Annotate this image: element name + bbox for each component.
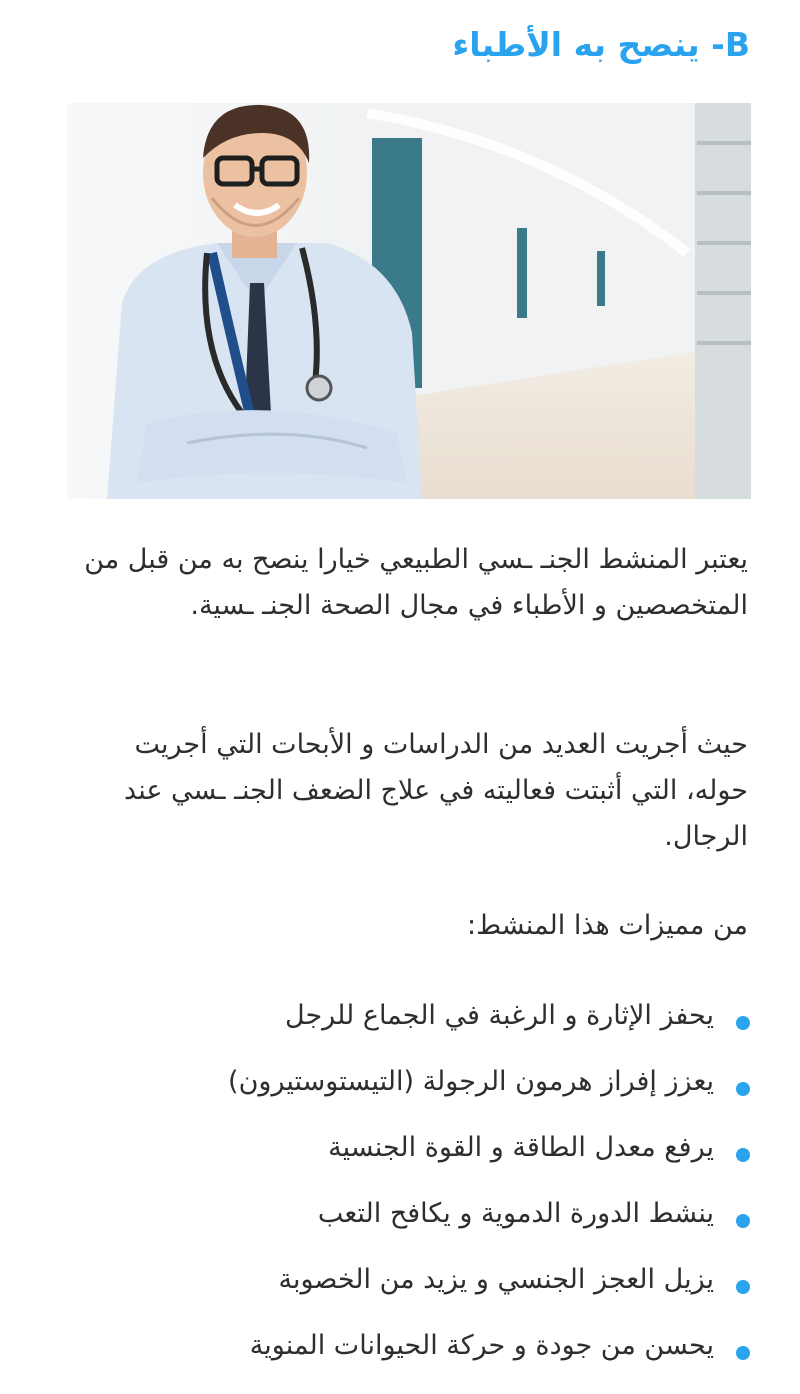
bullet-icon bbox=[736, 1346, 750, 1360]
features-heading: من مميزات هذا المنشط: bbox=[466, 910, 748, 941]
feature-text: يرفع معدل الطاقة و القوة الجنسية bbox=[328, 1132, 714, 1163]
bullet-icon bbox=[736, 1082, 750, 1096]
feature-text: ينشط الدورة الدموية و يكافح التعب bbox=[317, 1198, 714, 1229]
list-item bbox=[60, 1186, 750, 1252]
intro-paragraph: يعتبر المنشط الجنـ ـسي الطبيعي خيارا ينصح به من قبل من المتخصصين و الأطباء في مجال الصحة الجنـ ـسية. bbox=[84, 544, 748, 621]
bullet-icon bbox=[736, 1016, 750, 1030]
list-item bbox=[60, 1054, 750, 1120]
doctor-illustration bbox=[67, 103, 751, 499]
list-item bbox=[60, 1252, 750, 1318]
bullet-icon bbox=[736, 1214, 750, 1228]
bullet-icon bbox=[736, 1280, 750, 1294]
feature-text: يعزز إفراز هرمون الرجولة (التيستوستيرون) bbox=[228, 1066, 714, 1097]
list-item bbox=[60, 1120, 750, 1186]
bullet-icon bbox=[736, 1148, 750, 1162]
feature-text: يحسن من جودة و حركة الحيوانات المنوية bbox=[249, 1330, 714, 1361]
feature-text: يزيل العجز الجنسي و يزيد من الخصوبة bbox=[278, 1264, 714, 1295]
features-list bbox=[60, 988, 750, 1384]
studies-paragraph: حيث أجريت العديد من الدراسات و الأبحات التي أجريت حوله، التي أثبتت فعاليته في علاج الضعف الجنـ ـسي عند الرجال. bbox=[124, 729, 748, 852]
list-item bbox=[60, 1318, 750, 1384]
feature-text: يحفز الإثارة و الرغبة في الجماع للرجل bbox=[285, 1000, 714, 1031]
section-title: B- ينصح به الأطباء bbox=[452, 25, 750, 64]
list-item bbox=[60, 988, 750, 1054]
doctor-photo bbox=[67, 103, 751, 499]
